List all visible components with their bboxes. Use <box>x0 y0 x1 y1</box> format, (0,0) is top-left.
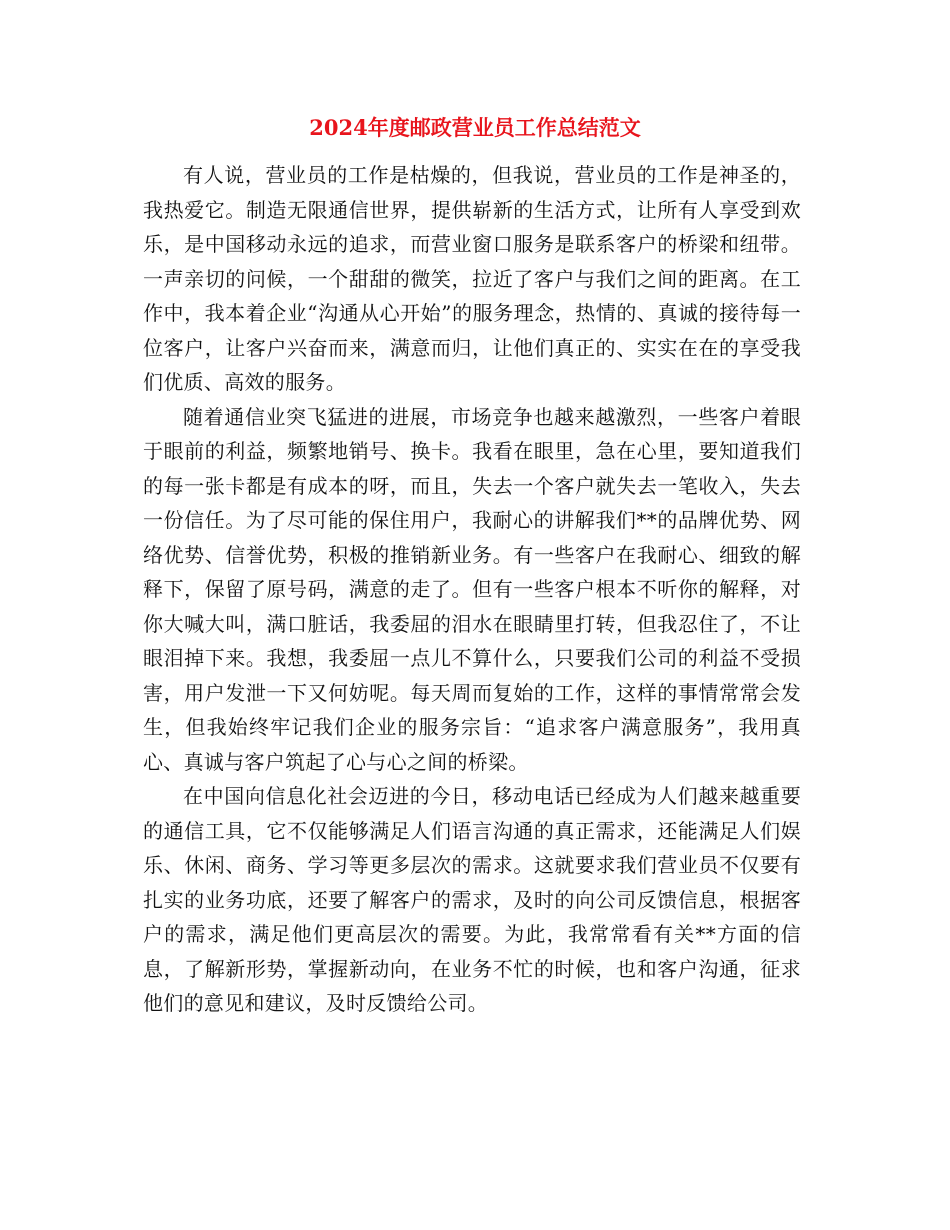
paragraph-2: 随着通信业突飞猛进的进展，市场竞争也越来越激烈，一些客户着眼于眼前的利益，频繁地销号、换卡。我看在眼里，急在心里，要知道我们的每一张卡都是有成本的呀，而且，失去一个客户就失去一笔收入，失去一份信任。为了尽可能的保住用户，我耐心的讲解我们**的品牌优势、网络优势、信誉优势，积极的推销新业务。有一些客户在我耐心、细致的解释下，保留了原号码，满意的走了。但有一些客户根本不听你的解释，对你大喊大叫，满口脏话，我委屈的泪水在眼睛里打转，但我忍住了，不让眼泪掉下来。我想，我委屈一点儿不算什么，只要我们公司的利益不受损害，用户发泄一下又何妨呢。每天周而复始的工作，这样的事情常常会发生，但我始终牢记我们企业的服务宗旨：“追求客户满意服务”，我用真心、真诚与客户筑起了心与心之间的桥梁。 <box>143 404 801 774</box>
paragraph-3: 在中国向信息化社会迈进的今日，移动电话已经成为人们越来越重要的通信工具，它不仅能够满足人们语言沟通的真正需求，还能满足人们娱乐、休闲、商务、学习等更多层次的需求。这就要求我们营业员不仅要有扎实的业务功底，还要了解客户的需求，及时的向公司反馈信息，根据客户的需求，满足他们更高层次的需要。为此，我常常看有关**方面的信息，了解新形势，掌握新动向，在业务不忙的时候，也和客户沟通，征求他们的意见和建议，及时反馈给公司。 <box>143 784 801 1015</box>
document-title: 2024年度邮政营业员工作总结范文 <box>309 115 641 140</box>
document-body <box>143 158 801 1021</box>
paragraph-1: 有人说，营业员的工作是枯燥的，但我说，营业员的工作是神圣的，我热爱它。制造无限通信世界，提供崭新的生活方式，让所有人享受到欢乐，是中国移动永远的追求，而营业窗口服务是联系客户的桥梁和纽带。一声亲切的问候，一个甜甜的微笑，拉近了客户与我们之间的距离。在工作中，我本着企业“沟通从心开始”的服务理念，热情的、真诚的接待每一位客户，让客户兴奋而来，满意而归，让他们真正的、实实在在的享受我们优质、高效的服务。 <box>143 163 801 394</box>
